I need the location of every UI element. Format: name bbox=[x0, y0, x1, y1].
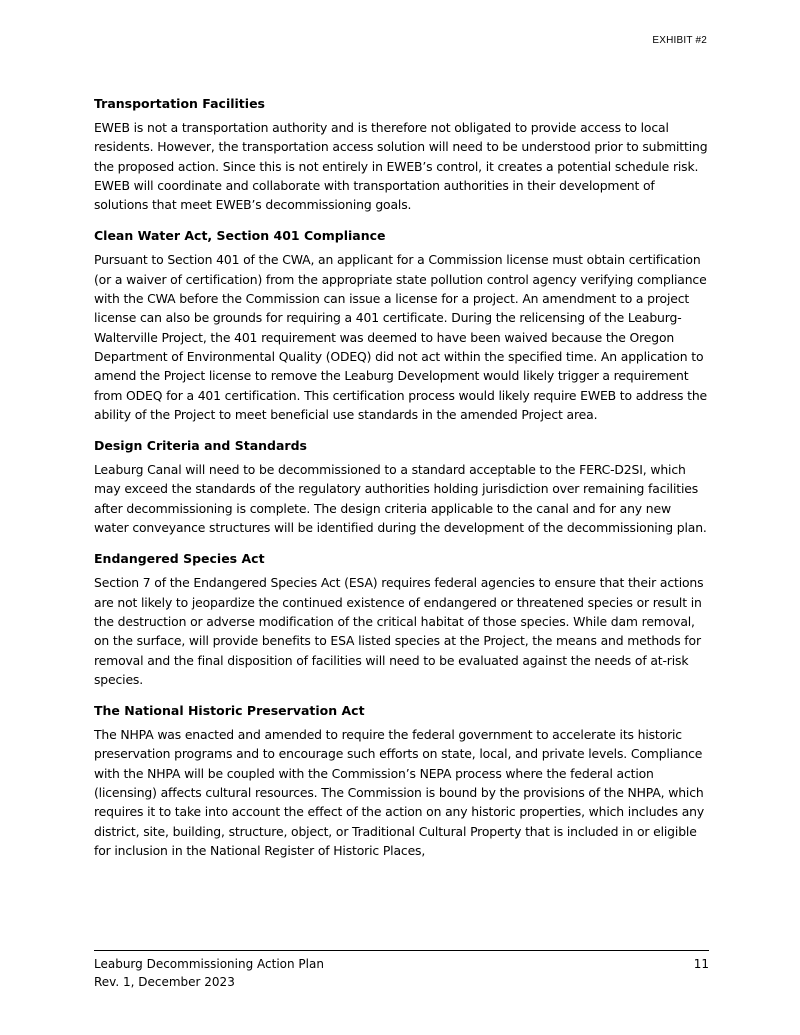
footer-revision: Rev. 1, December 2023 bbox=[94, 975, 235, 989]
section-heading: The National Historic Preservation Act bbox=[94, 703, 365, 719]
section-heading: Endangered Species Act bbox=[94, 551, 265, 567]
page-number: 11 bbox=[693, 957, 709, 971]
section-paragraph: Section 7 of the Endangered Species Act (ESA) requires federal agencies to ensure that their actions are not likely to jeopardize the continued existence of endangered or threatened species or result in the destruction or adverse modification of the critical habitat of those species. While dam removal, on the surface, will provide benefits to ESA listed species at the Project, the means and methods for removal and the final disposition of facilities will need to be evaluated against the needs of at-risk species. bbox=[94, 575, 704, 687]
exhibit-label: EXHIBIT #2 bbox=[652, 35, 707, 46]
section-design-criteria bbox=[94, 438, 709, 537]
section-clean-water-act bbox=[94, 228, 709, 424]
document-body bbox=[94, 96, 709, 874]
section-heading: Clean Water Act, Section 401 Compliance bbox=[94, 228, 386, 244]
section-paragraph: Pursuant to Section 401 of the CWA, an applicant for a Commission license must obtain certification (or a waiver of certification) from the appropriate state pollution control agency verifying compliance with the CWA before the Commission can issue a license for a project. An amendment to a project license can also be grounds for requiring a 401 certificate. During the relicensing of the Leaburg-Walterville Project, the 401 requirement was deemed to have been waived because the Oregon Department of Environmental Quality (ODEQ) did not act within the specified time. An application to amend the Project license to remove the Leaburg Development would likely trigger a requirement from ODEQ for a 401 certification. This certification process would likely require EWEB to address the ability of the Project to meet beneficial use standards in the amended Project area. bbox=[94, 252, 707, 422]
section-national-historic-preservation-act bbox=[94, 703, 709, 860]
section-transportation-facilities bbox=[94, 96, 709, 214]
footer-document-title: Leaburg Decommissioning Action Plan bbox=[94, 957, 324, 971]
section-paragraph: Leaburg Canal will need to be decommissioned to a standard acceptable to the FERC-D2SI, which may exceed the standards of the regulatory authorities holding jurisdiction over remaining facilities after decommissioning is complete. The design criteria applicable to the canal and for any new water conveyance structures will be identified during the development of the decommissioning plan. bbox=[94, 462, 707, 536]
section-heading: Design Criteria and Standards bbox=[94, 438, 307, 454]
section-endangered-species-act bbox=[94, 551, 709, 689]
section-paragraph: EWEB is not a transportation authority and is therefore not obligated to provide access to local residents. However, the transportation access solution will need to be understood prior to submitting the proposed action. Since this is not entirely in EWEB’s control, it creates a potential schedule risk. EWEB will coordinate and collaborate with transportation authorities in their development of solutions that meet EWEB’s decommissioning goals. bbox=[94, 120, 708, 213]
page-footer bbox=[94, 950, 709, 991]
section-paragraph: The NHPA was enacted and amended to require the federal government to accelerate its historic preservation programs and to encourage such efforts on state, local, and private levels. Compliance with the NHPA will be coupled with the Commission’s NEPA process where the federal action (licensing) affects cultural resources. The Commission is bound by the provisions of the NHPA, which requires it to take into account the effect of the action on any historic properties, which includes any district, site, building, structure, object, or Traditional Cultural Property that is included in or eligible for inclusion in the National Register of Historic Places, bbox=[94, 727, 705, 858]
section-heading: Transportation Facilities bbox=[94, 96, 265, 111]
